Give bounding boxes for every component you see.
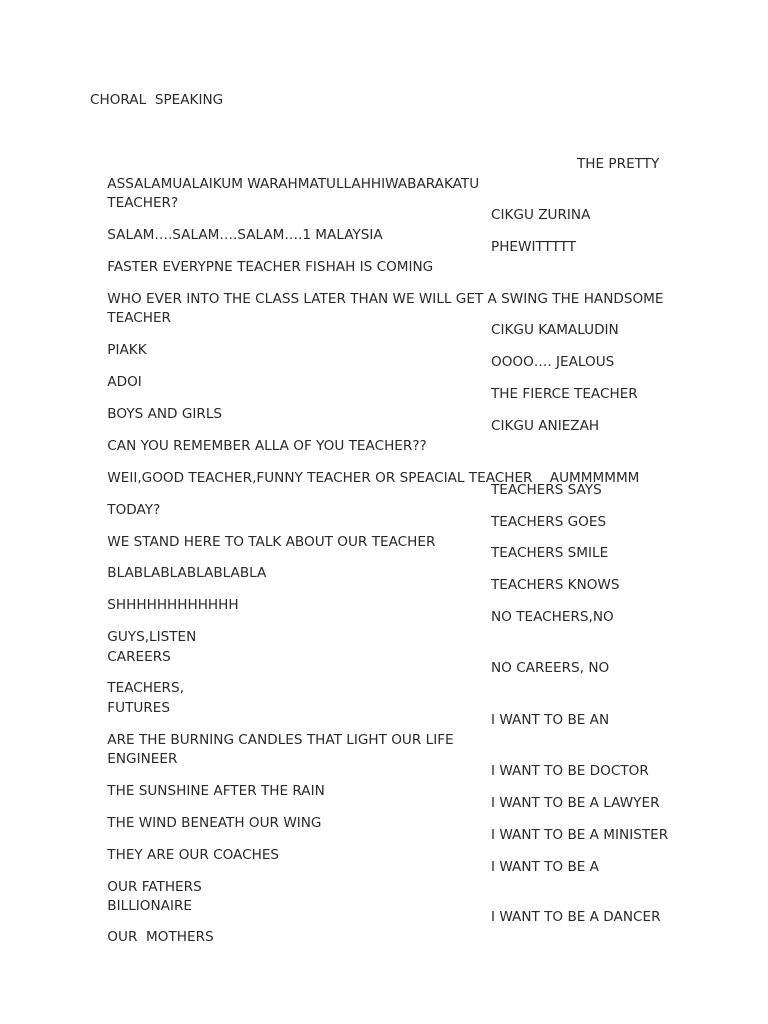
line-left-text: PIAKK <box>107 341 147 358</box>
line-continuation-text: FUTURES <box>107 699 170 716</box>
line-right-text: CIKGU KAMALUDIN <box>491 322 619 338</box>
line-left-text: WHO EVER INTO THE CLASS LATER THAN WE WILL GET A SWING THE HANDSOME <box>107 290 664 307</box>
line-right-text: I WANT TO BE A MINISTER <box>491 827 669 843</box>
line-right-text: I WANT TO BE DOCTOR <box>491 763 649 779</box>
line-left-text: THE SUNSHINE AFTER THE RAIN <box>107 782 325 799</box>
line-right-text: THE FIERCE TEACHER <box>491 386 638 402</box>
line-left-text: OUR MOTHERS <box>107 928 214 945</box>
line-left-text: BLABLABLABLABLABLA <box>107 564 267 581</box>
line-continuation-text: TEACHER? <box>107 194 179 211</box>
line-right-text: I WANT TO BE A DANCER <box>491 909 661 925</box>
line-left-text: TODAY? <box>107 501 161 518</box>
line-right-text: CIKGU ANIEZAH <box>491 418 600 434</box>
line-left-text: WE STAND HERE TO TALK ABOUT OUR TEACHER <box>107 533 436 550</box>
line-right-text: PHEWITTTTT <box>491 239 577 255</box>
document-title: CHORAL SPEAKING <box>90 92 224 108</box>
line-left-text: THEY ARE OUR COACHES <box>107 846 280 863</box>
line-right-text: TEACHERS SAYS <box>491 482 602 498</box>
line-left-text: SALAM….SALAM….SALAM….1 MALAYSIA <box>107 226 383 243</box>
line-right-text: I WANT TO BE A LAWYER <box>491 795 660 811</box>
line-left-text: GUYS,LISTEN <box>107 628 197 645</box>
line-continuation-text: BILLIONAIRE <box>107 897 192 914</box>
line-left-text: THE WIND BENEATH OUR WING <box>107 814 322 831</box>
line-continuation-text: CAREERS <box>107 648 171 665</box>
line-right-text: CIKGU ZURINA <box>491 207 591 223</box>
line-left-text: BOYS AND GIRLS <box>107 405 223 422</box>
line-right-text: I WANT TO BE AN <box>491 712 610 728</box>
line-left-text: ARE THE BURNING CANDLES THAT LIGHT OUR LIFE <box>107 731 454 748</box>
line-left-text: FASTER EVERYPNE TEACHER FISHAH IS COMING <box>107 258 434 275</box>
line-left-text: ASSALAMUALAIKUM WARAHMATULLAHHIWABARAKATU <box>107 175 480 192</box>
line-left-text: SHHHHHHHHHHHH <box>107 596 239 613</box>
line-left-text: CAN YOU REMEMBER ALLA OF YOU TEACHER?? <box>107 437 427 454</box>
line-continuation-text: TEACHER <box>107 309 171 326</box>
line-right-text: TEACHERS KNOWS <box>491 577 620 593</box>
line-left-text: TEACHERS, <box>107 679 184 696</box>
line-left-text: ADOI <box>107 373 142 390</box>
line-right-text: TEACHERS GOES <box>491 514 607 530</box>
line-right-text: THE PRETTY <box>577 156 660 172</box>
line-right-text: TEACHERS SMILE <box>491 545 609 561</box>
line-right-text: NO TEACHERS,NO <box>491 609 614 625</box>
text-line <box>90 908 690 986</box>
line-continuation-text: ENGINEER <box>107 750 178 767</box>
line-right-text: NO CAREERS, NO <box>491 660 610 676</box>
line-left-text: OUR FATHERS <box>107 878 202 895</box>
line-right-text: OOOO…. JEALOUS <box>491 354 615 370</box>
line-right-text: I WANT TO BE A <box>491 859 599 875</box>
line-left-text: WEII,GOOD TEACHER,FUNNY TEACHER OR SPEACIAL TEACHER AUMMMMMM <box>107 469 640 486</box>
